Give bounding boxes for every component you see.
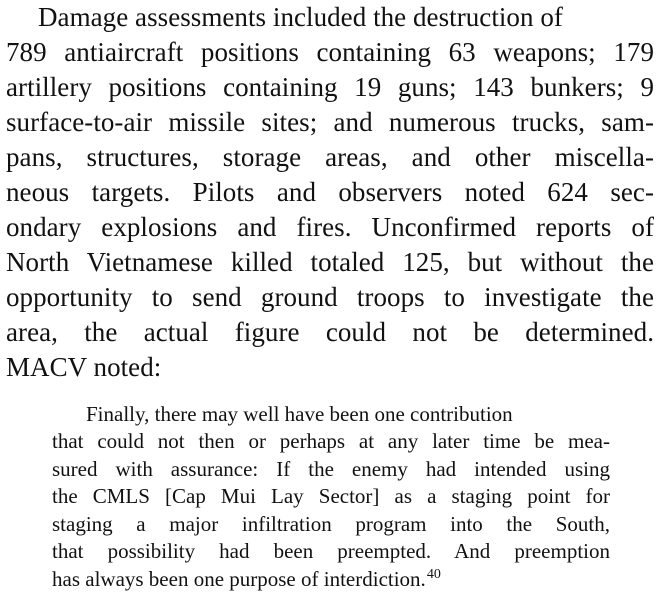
paragraph-line-10: area, the actual figure could not be determined. [6,317,654,347]
paragraph-line-1: Damage assessments included the destruction of [38,2,563,32]
footnote-reference[interactable]: 40 [426,567,441,582]
quote-line-7 [52,566,610,594]
quote-line-6: that possibility had been preempted. And preemption [52,539,610,563]
paragraph-line-4: surface-to-air missile sites; and numerous trucks, sam- [6,107,654,137]
quote-line-1: Finally, there may well have been one contribution [86,402,513,426]
paragraph-line-8: North Vietnamese killed totaled 125, but without the [6,247,654,277]
quote-line-7-text: has always been one purpose of interdiction. [52,567,426,591]
paragraph-line-3: artillery positions containing 19 guns; 143 bunkers; 9 [6,72,654,102]
paragraph-line-7: ondary explosions and fires. Unconfirmed reports of [6,212,654,242]
paragraph-line-5: pans, structures, storage areas, and other miscella- [6,142,654,172]
quote-line-2: that could not then or perhaps at any later time be mea- [52,429,610,453]
paragraph-line-11: MACV noted: [6,352,162,382]
quote-line-5: staging a major infiltration program into the South, [52,512,610,536]
quote-line-4: the CMLS [Cap Mui Lay Sector] as a staging point for [52,484,610,508]
paragraph-line-9: opportunity to send ground troops to investigate the [6,282,654,312]
paragraph-line-2: 789 antiaircraft positions containing 63 weapons; 179 [6,37,654,67]
paragraph-line-6: neous targets. Pilots and observers noted 624 sec- [6,177,654,207]
quote-line-3: sured with assurance: If the enemy had intended using [52,457,610,481]
